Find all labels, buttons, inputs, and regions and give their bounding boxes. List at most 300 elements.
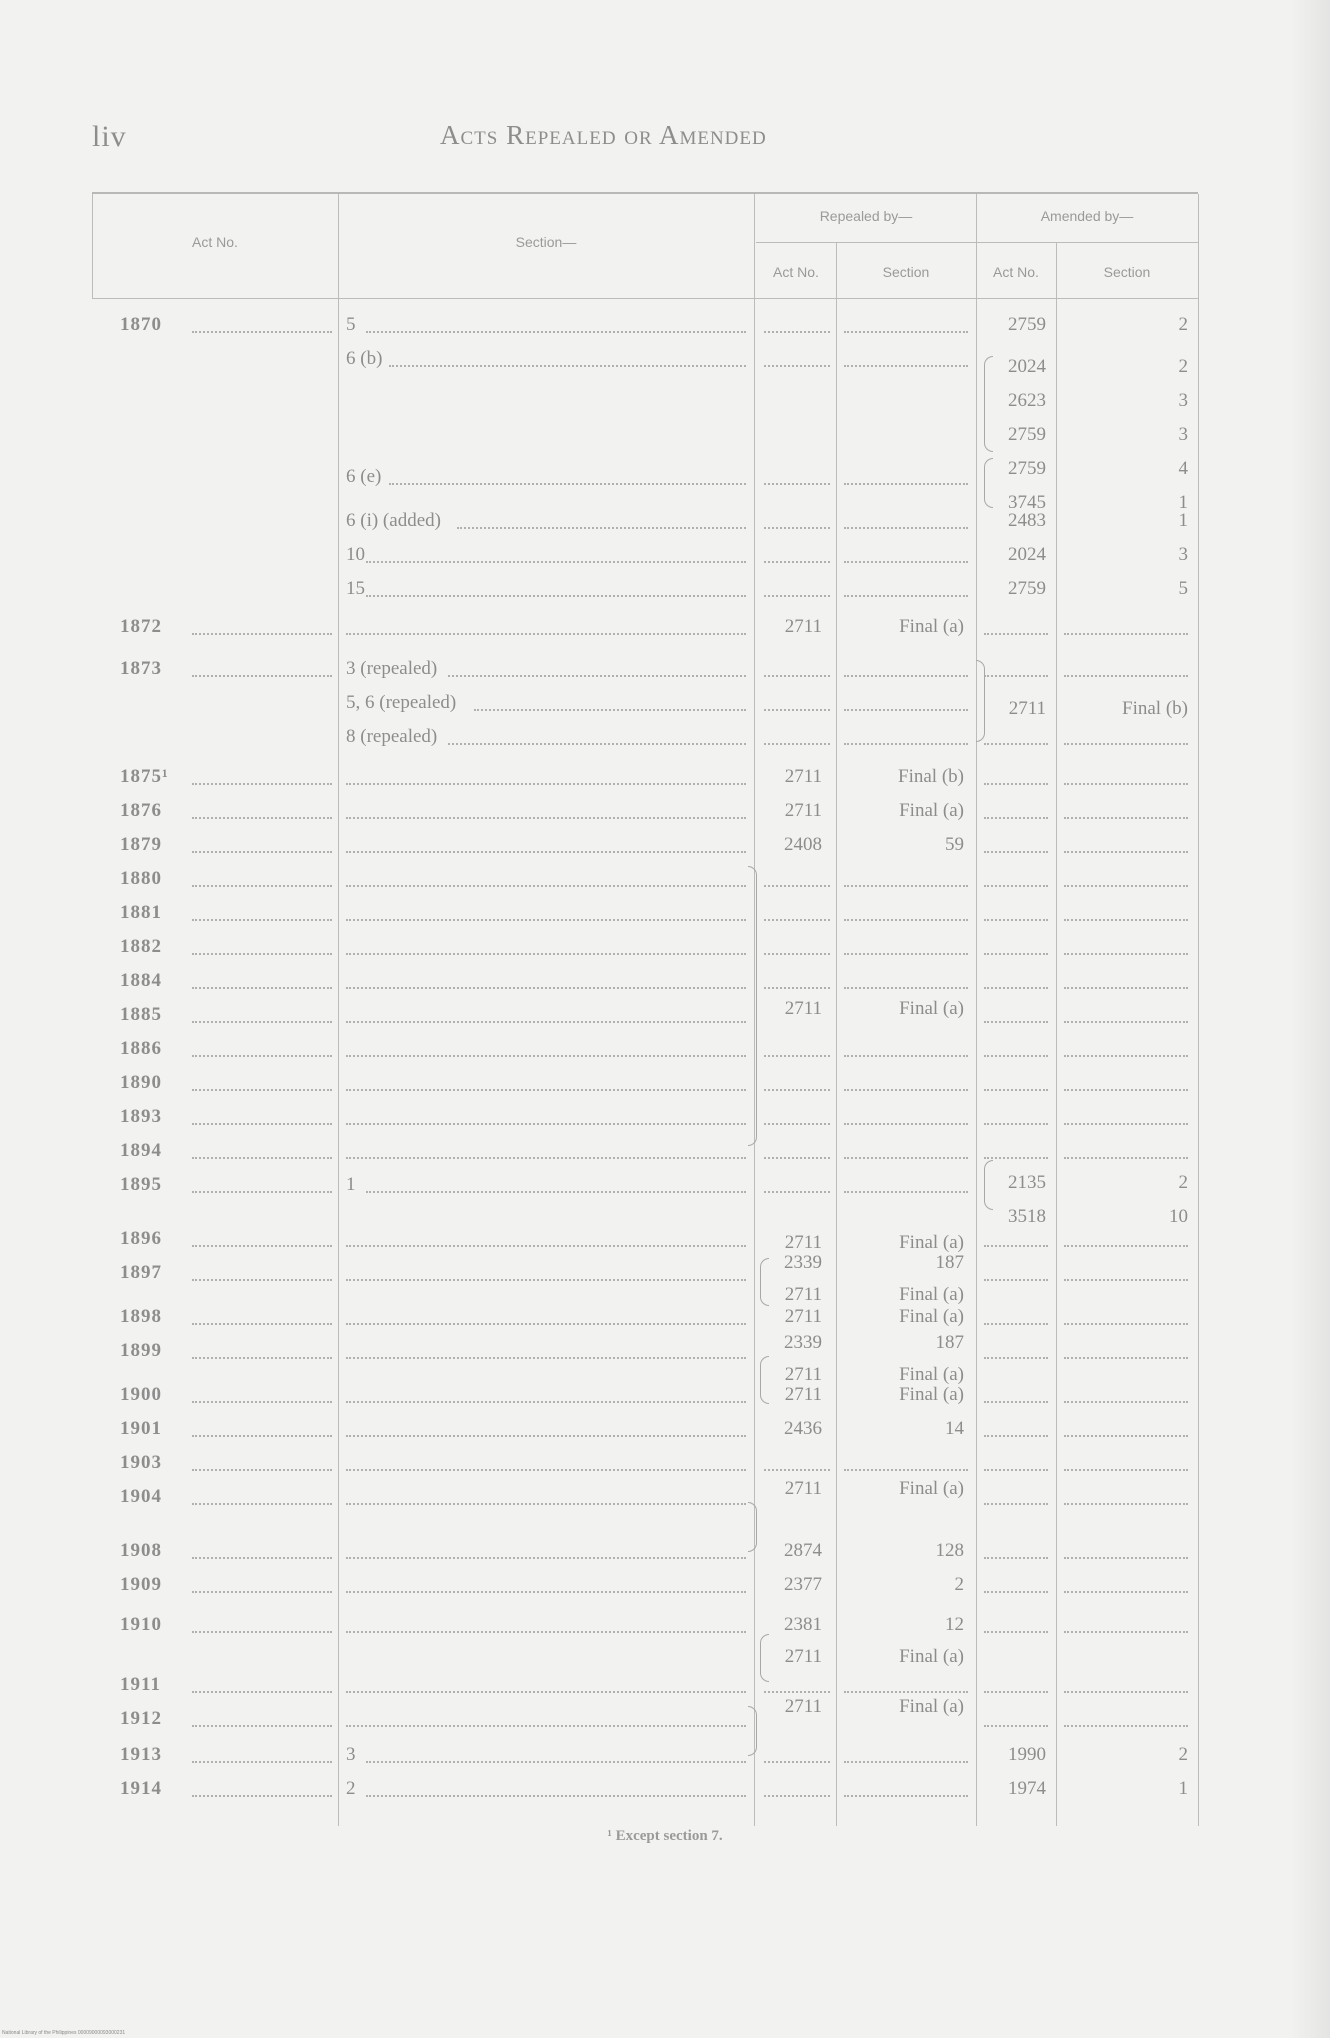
dot-leader [1064,1503,1188,1505]
dot-leader [764,595,830,597]
dot-leader [844,1469,968,1471]
brace-1903-1904 [748,1502,757,1552]
dot-leader [192,1089,332,1091]
dot-leader [192,1435,332,1437]
amended-act-no: 2024 [1008,544,1046,565]
act-year: 1898 [120,1306,162,1327]
dot-leader [764,885,830,887]
section-ref: 5, 6 (repealed) [346,692,457,713]
repealed-act-no: 2711 [784,800,822,821]
section-ref: 5 [346,314,356,335]
dot-leader [366,1761,746,1763]
footnote: ¹ Except section 7. [607,1828,723,1844]
dot-leader [984,885,1048,887]
brace-1910 [760,1634,769,1682]
dot-leader [984,1279,1048,1281]
header-amended-by: Amended by— [1040,208,1134,224]
dot-leader [1064,1055,1188,1057]
dot-leader [192,1157,332,1159]
dot-leader [984,987,1048,989]
dot-leader [844,527,968,529]
repealed-act-no: 2711 [784,1364,822,1385]
repealed-section: Final (a) [899,1384,964,1405]
dot-leader [984,1323,1048,1325]
amended-act-no: 2024 [1008,356,1046,377]
repealed-act-no: 2339 [784,1332,822,1353]
repealed-act-no: 2711 [784,1478,822,1499]
dot-leader [1064,1279,1188,1281]
amended-section: 3 [1178,424,1188,445]
dot-leader [389,483,747,485]
act-year: 1910 [120,1614,162,1635]
amended-section: 2 [1178,356,1188,377]
act-year: 1894 [120,1140,162,1161]
section-ref: 6 (b) [346,348,383,369]
header-amended-act-no: Act No. [993,264,1039,280]
amended-act-no: 1974 [1008,1778,1046,1799]
repealed-act-no: 2377 [784,1574,822,1595]
act-year: 1882 [120,936,162,957]
dot-leader [984,1055,1048,1057]
repealed-act-no: 2711 [784,1232,822,1253]
amended-act-no: 2759 [1008,314,1046,335]
dot-leader [346,1279,746,1281]
act-year: 1890 [120,1072,162,1093]
dot-leader [192,1123,332,1125]
repealed-act-no: 2711 [784,1646,822,1667]
dot-leader [346,1631,746,1633]
dot-leader [844,331,968,333]
amended-act-no: 2711 [1008,698,1046,719]
dot-leader [457,527,747,529]
dot-leader [984,1157,1048,1159]
dot-leader [984,675,1048,677]
amended-act-no: 2759 [1008,578,1046,599]
section-ref: 8 (repealed) [346,726,438,747]
dot-leader [346,1725,746,1727]
repealed-section: 14 [945,1418,964,1439]
dot-leader [1064,783,1188,785]
amended-section: 2 [1178,1172,1188,1193]
dot-leader [192,1557,332,1559]
dot-leader [346,1357,746,1359]
dot-leader [764,987,830,989]
repealed-act-no: 2711 [784,1284,822,1305]
act-year: 1900 [120,1384,162,1405]
act-year: 1875¹ [120,766,169,787]
repealed-act-no: 2711 [784,766,822,787]
dot-leader [192,1503,332,1505]
dot-leader [346,1089,746,1091]
dot-leader [1064,851,1188,853]
dot-leader [346,885,746,887]
dot-leader [346,1055,746,1057]
section-ref: 1 [346,1174,356,1195]
dot-leader [346,987,746,989]
act-year: 1895 [120,1174,162,1195]
dot-leader [346,817,746,819]
dot-leader [1064,1691,1188,1693]
brace-1870-6b [984,356,993,452]
dot-leader [346,1503,746,1505]
page-edge-shadow [1290,0,1330,2038]
act-year: 1903 [120,1452,162,1473]
dot-leader [984,817,1048,819]
amended-section: 10 [1169,1206,1188,1227]
act-year: 1872 [120,616,162,637]
dot-leader [192,919,332,921]
dot-leader [366,331,746,333]
dot-leader [984,1557,1048,1559]
dot-leader [192,953,332,955]
act-year: 1914 [120,1778,162,1799]
dot-leader [192,1401,332,1403]
dot-leader [984,1469,1048,1471]
dot-leader [844,885,968,887]
dot-leader [1064,1401,1188,1403]
repealed-section: Final (a) [899,1284,964,1305]
act-year: 1879 [120,834,162,855]
dot-leader [764,1157,830,1159]
dot-leader [764,1089,830,1091]
dot-leader [346,1245,746,1247]
dot-leader [1064,1357,1188,1359]
header-act-no: Act No. [192,234,238,250]
repealed-act-no: 2711 [784,1696,822,1717]
amended-act-no: 2623 [1008,390,1046,411]
act-year: 1901 [120,1418,162,1439]
repealed-section: Final (a) [899,1232,964,1253]
dot-leader [1064,817,1188,819]
brace-1899 [760,1356,769,1404]
header-repealed-section: Section [882,264,930,280]
amended-section: 2 [1178,314,1188,335]
act-year: 1880 [120,868,162,889]
dot-leader [1064,633,1188,635]
dot-leader [844,1795,968,1797]
dot-leader [192,1469,332,1471]
amended-act-no: 2759 [1008,424,1046,445]
repealed-section: Final (a) [899,1478,964,1499]
dot-leader [474,709,747,711]
dot-leader [192,1191,332,1193]
repealed-section: 187 [935,1332,964,1353]
brace-1880-1894 [748,866,757,1146]
dot-leader [346,919,746,921]
repealed-section: Final (a) [899,1306,964,1327]
repealed-section: Final (b) [898,766,964,787]
act-year: 1911 [120,1674,161,1695]
dot-leader [764,331,830,333]
dot-leader [844,561,968,563]
repealed-act-no: 2381 [784,1614,822,1635]
dot-leader [844,987,968,989]
dot-leader [764,365,830,367]
dot-leader [448,675,746,677]
dot-leader [346,1557,746,1559]
dot-leader [1064,1323,1188,1325]
dot-leader [346,1691,746,1693]
section-ref: 6 (i) (added) [346,510,441,531]
act-year: 1904 [120,1486,162,1507]
dot-leader [192,1055,332,1057]
dot-leader [346,1469,746,1471]
scan-credit: National Library of the Philippines 00009000093000231 [2,2030,126,2036]
dot-leader [764,1191,830,1193]
dot-leader [192,851,332,853]
act-year: 1908 [120,1540,162,1561]
dot-leader [844,1123,968,1125]
header-divider-amended [976,242,1198,243]
brace-1870-6e [984,458,993,508]
dot-leader [448,743,746,745]
page-title: Acts Repealed or Amended [440,120,767,150]
brace-1897 [760,1258,769,1306]
dot-leader [366,1191,746,1193]
amended-section: 1 [1178,1778,1188,1799]
amended-act-no: 1990 [1008,1744,1046,1765]
dot-leader [1064,1557,1188,1559]
dot-leader [764,675,830,677]
repealed-act-no: 2711 [784,1306,822,1327]
table-right-border [1198,194,1199,1826]
amended-act-no: 3745 [1008,492,1046,513]
dot-leader [984,1591,1048,1593]
repealed-section: Final (a) [899,800,964,821]
repealed-act-no: 2339 [784,1252,822,1273]
amended-section: 1 [1178,492,1188,513]
column-divider-4 [976,194,977,1826]
dot-leader [764,919,830,921]
repealed-section: 187 [935,1252,964,1273]
dot-leader [346,1157,746,1159]
dot-leader [192,1323,332,1325]
dot-leader [192,633,332,635]
amended-act-no: 2135 [1008,1172,1046,1193]
dot-leader [764,1691,830,1693]
act-year: 1884 [120,970,162,991]
dot-leader [844,1691,968,1693]
amended-section: 4 [1178,458,1188,479]
amended-act-no: 2759 [1008,458,1046,479]
dot-leader [984,1021,1048,1023]
dot-leader [844,919,968,921]
column-divider-1 [338,194,339,1826]
dot-leader [984,1357,1048,1359]
dot-leader [764,743,830,745]
dot-leader [844,365,968,367]
dot-leader [1064,1021,1188,1023]
header-bottom-rule [92,298,1198,299]
repealed-section: Final (a) [899,616,964,637]
dot-leader [984,1401,1048,1403]
dot-leader [984,1631,1048,1633]
dot-leader [984,783,1048,785]
dot-leader [984,1245,1048,1247]
dot-leader [844,1055,968,1057]
dot-leader [844,743,968,745]
act-year: 1897 [120,1262,162,1283]
dot-leader [192,331,332,333]
dot-leader [984,1503,1048,1505]
dot-leader [984,919,1048,921]
dot-leader [1064,743,1188,745]
dot-leader [346,953,746,955]
dot-leader [192,1591,332,1593]
act-year: 1893 [120,1106,162,1127]
dot-leader [1064,1157,1188,1159]
dot-leader [844,1157,968,1159]
dot-leader [192,675,332,677]
brace-1911-1912 [748,1706,757,1756]
dot-leader [192,1761,332,1763]
dot-leader [844,675,968,677]
dot-leader [984,1691,1048,1693]
dot-leader [764,953,830,955]
dot-leader [1064,1435,1188,1437]
section-ref: 10 [346,544,365,565]
repealed-act-no: 2711 [784,998,822,1019]
dot-leader [1064,1631,1188,1633]
dot-leader [984,851,1048,853]
repealed-act-no: 2436 [784,1418,822,1439]
dot-leader [1064,1469,1188,1471]
dot-leader [984,633,1048,635]
dot-leader [984,953,1048,955]
dot-leader [764,1123,830,1125]
dot-leader [1064,1245,1188,1247]
dot-leader [192,1021,332,1023]
amended-section: Final (b) [1122,698,1188,719]
dot-leader [764,1795,830,1797]
repealed-section: Final (a) [899,998,964,1019]
dot-leader [366,595,746,597]
dot-leader [366,561,746,563]
brace-1895 [984,1160,993,1210]
dot-leader [346,1435,746,1437]
brace-1873 [976,660,985,742]
dot-leader [764,1055,830,1057]
dot-leader [844,1089,968,1091]
act-year: 1885 [120,1004,162,1025]
repealed-section: 12 [945,1614,964,1635]
dot-leader [366,1795,746,1797]
act-year: 1873 [120,658,162,679]
dot-leader [192,1725,332,1727]
amended-act-no: 2483 [1008,510,1046,531]
amended-section: 3 [1178,544,1188,565]
dot-leader [389,365,747,367]
dot-leader [192,1245,332,1247]
repealed-act-no: 2874 [784,1540,822,1561]
dot-leader [844,709,968,711]
dot-leader [1064,1089,1188,1091]
dot-leader [764,1469,830,1471]
dot-leader [1064,953,1188,955]
dot-leader [192,1279,332,1281]
dot-leader [1064,1591,1188,1593]
amended-section: 5 [1178,578,1188,599]
dot-leader [346,783,746,785]
header-amended-section: Section [1103,264,1151,280]
dot-leader [1064,1725,1188,1727]
dot-leader [346,1021,746,1023]
act-year: 1896 [120,1228,162,1249]
repealed-act-no: 2711 [784,1384,822,1405]
dot-leader [764,527,830,529]
act-year: 1899 [120,1340,162,1361]
dot-leader [984,1725,1048,1727]
act-year: 1876 [120,800,162,821]
dot-leader [1064,675,1188,677]
dot-leader [1064,919,1188,921]
dot-leader [984,743,1048,745]
dot-leader [984,1123,1048,1125]
dot-leader [844,483,968,485]
amended-section: 2 [1178,1744,1188,1765]
dot-leader [1064,1123,1188,1125]
dot-leader [346,1323,746,1325]
act-year: 1912 [120,1708,162,1729]
dot-leader [192,987,332,989]
repealed-section: Final (a) [899,1646,964,1667]
act-year: 1886 [120,1038,162,1059]
dot-leader [346,1123,746,1125]
dot-leader [1064,987,1188,989]
section-ref: 6 (e) [346,466,382,487]
table-left-border [92,194,93,298]
dot-leader [346,1591,746,1593]
dot-leader [192,885,332,887]
dot-leader [844,595,968,597]
dot-leader [764,709,830,711]
dot-leader [764,483,830,485]
header-repealed-by: Repealed by— [819,208,913,224]
act-year: 1870 [120,314,162,335]
dot-leader [984,1089,1048,1091]
repealed-act-no: 2408 [784,834,822,855]
dot-leader [844,1191,968,1193]
amended-section: 3 [1178,390,1188,411]
header-repealed-act-no: Act No. [773,264,819,280]
act-year: 1913 [120,1744,162,1765]
repealed-section: 128 [935,1540,964,1561]
page-number: liv [92,120,127,153]
dot-leader [764,1761,830,1763]
dot-leader [764,561,830,563]
dot-leader [844,1761,968,1763]
section-ref: 15 [346,578,365,599]
amended-section: 1 [1178,510,1188,531]
dot-leader [346,1401,746,1403]
dot-leader [1064,885,1188,887]
dot-leader [844,953,968,955]
dot-leader [346,851,746,853]
section-ref: 2 [346,1778,356,1799]
repealed-section: Final (a) [899,1364,964,1385]
acts-table [92,192,1198,1826]
dot-leader [192,1795,332,1797]
repealed-section: 59 [945,834,964,855]
header-section: Section— [515,234,577,250]
repealed-act-no: 2711 [784,616,822,637]
section-ref: 3 [346,1744,356,1765]
dot-leader [192,1691,332,1693]
act-year: 1881 [120,902,162,923]
dot-leader [192,817,332,819]
dot-leader [192,1631,332,1633]
dot-leader [984,1435,1048,1437]
